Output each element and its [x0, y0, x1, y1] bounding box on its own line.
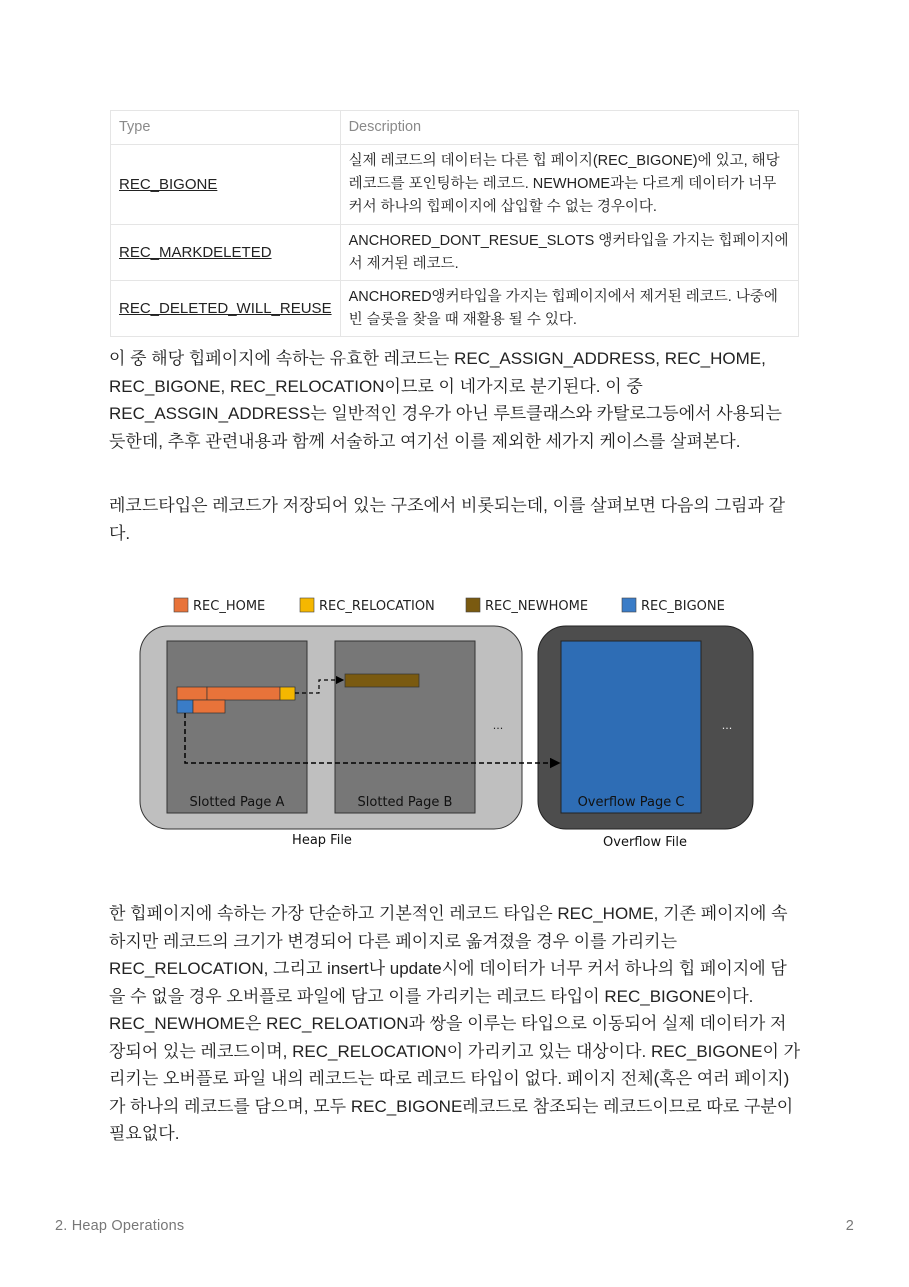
legend-swatch-home [174, 598, 188, 612]
figure-diagram [130, 588, 770, 858]
footer-section-title: 2. Heap Operations [55, 1218, 185, 1234]
legend-swatch-relocation [300, 598, 314, 612]
rec-home-record [193, 700, 225, 713]
slotted-page-a-label: Slotted Page A [189, 795, 285, 810]
table-row [111, 225, 799, 281]
legend-label-bigone: REC_BIGONE [641, 599, 725, 614]
slotted-page-b [335, 641, 475, 813]
body-paragraph: 이 중 해당 힙페이지에 속하는 유효한 레코드는 REC_ASSIGN_ADDRESS, REC_HOME, REC_BIGONE, REC_RELOCATION이므로 이 네가지로 분기된다. 이 중 REC_ASSGIN_ADDRESS는 일반적인 경우가 아닌 루트클래스와 카탈로그등에서 사용되는 듯한데, 추후 관련내용과 함께 서술하고 여기선 이를 제외한 세가지 케이스를 살펴본다. [109, 349, 782, 451]
rec-home-record [207, 687, 280, 700]
body-paragraph: 레코드타입은 레코드가 저장되어 있는 구조에서 비롯되는데, 이를 살펴보면 다음의 그림과 같다. [109, 496, 785, 543]
description-cell: ANCHORED_DONT_RESUE_SLOTS 앵커타입을 가지는 힙페이지에서 제거된 레코드. [340, 225, 798, 281]
rec-bigone-record [177, 700, 193, 713]
record-type-table [110, 110, 799, 337]
legend-label-home: REC_HOME [193, 599, 266, 614]
type-cell: REC_BIGONE [111, 145, 341, 225]
type-cell: REC_DELETED_WILL_REUSE [111, 281, 341, 337]
legend-swatch-bigone [622, 598, 636, 612]
table-row [111, 145, 799, 225]
legend-swatch-newhome [466, 598, 480, 612]
table-row [111, 281, 799, 337]
heap-ellipsis: ... [492, 719, 504, 732]
body-paragraph: 한 힙페이지에 속하는 가장 단순하고 기본적인 레코드 타입은 REC_HOME, 기존 페이지에 속하지만 레코드의 크기가 변경되어 다른 페이지로 옮겨졌을 경우 이를 가리키는 REC_RELOCATION, 그리고 insert나 update시에 데이터가 너무 커서 하나의 힙 페이지에 담을 수 없을 경우 오버플로 파일에 담고 이를 가리키는 레코드 타입이 REC_BIGONE이다. REC_NEWHOME은 REC_RELOATION과 쌍을 이루는 타입으로 이동되어 실제 데이터가 저장되어 있는 레코드이며, REC_RELOCATION이 가리키고 있는 대상이다. REC_BIGONE이 가리키는 오버플로 파일 내의 레코드는 따로 레코드 타입이 없다. 페이지 전체(혹은 여러 페이지)가 하나의 레코드를 담으며, 모두 REC_BIGONE레코드로 참조되는 레코드이므로 따로 구분이 필요없다. [109, 904, 801, 1143]
header-description: Description [340, 111, 798, 145]
legend [174, 598, 725, 614]
table-header-row [111, 111, 799, 145]
record-structure-figure [130, 588, 770, 858]
header-type: Type [111, 111, 341, 145]
legend-label-newhome: REC_NEWHOME [485, 599, 589, 614]
rec-newhome-record [345, 674, 419, 687]
slotted-page-a [167, 641, 307, 813]
footer-page-number: 2 [845, 1218, 854, 1234]
slotted-page-b-label: Slotted Page B [357, 795, 453, 810]
overflow-file-label: Overflow File [603, 835, 687, 850]
description-cell: 실제 레코드의 데이터는 다른 힙 페이지(REC_BIGONE)에 있고, 해당 레코드를 포인팅하는 레코드. NEWHOME과는 다르게 데이터가 너무 커서 하나의 힙페이지에 삽입할 수 없는 경우이다. [340, 145, 798, 225]
legend-label-relocation: REC_RELOCATION [319, 599, 435, 614]
type-cell: REC_MARKDELETED [111, 225, 341, 281]
overflow-page-c [561, 641, 701, 813]
description-cell: ANCHORED앵커타입을 가지는 힙페이지에서 제거된 레코드. 나중에 빈 슬롯을 찾을 때 재활용 될 수 있다. [340, 281, 798, 337]
rec-relocation-record [280, 687, 295, 700]
overflow-page-c-label: Overflow Page C [577, 795, 685, 810]
overflow-ellipsis: ... [721, 719, 733, 732]
rec-home-record [177, 687, 207, 700]
heap-file-label: Heap File [292, 833, 352, 848]
